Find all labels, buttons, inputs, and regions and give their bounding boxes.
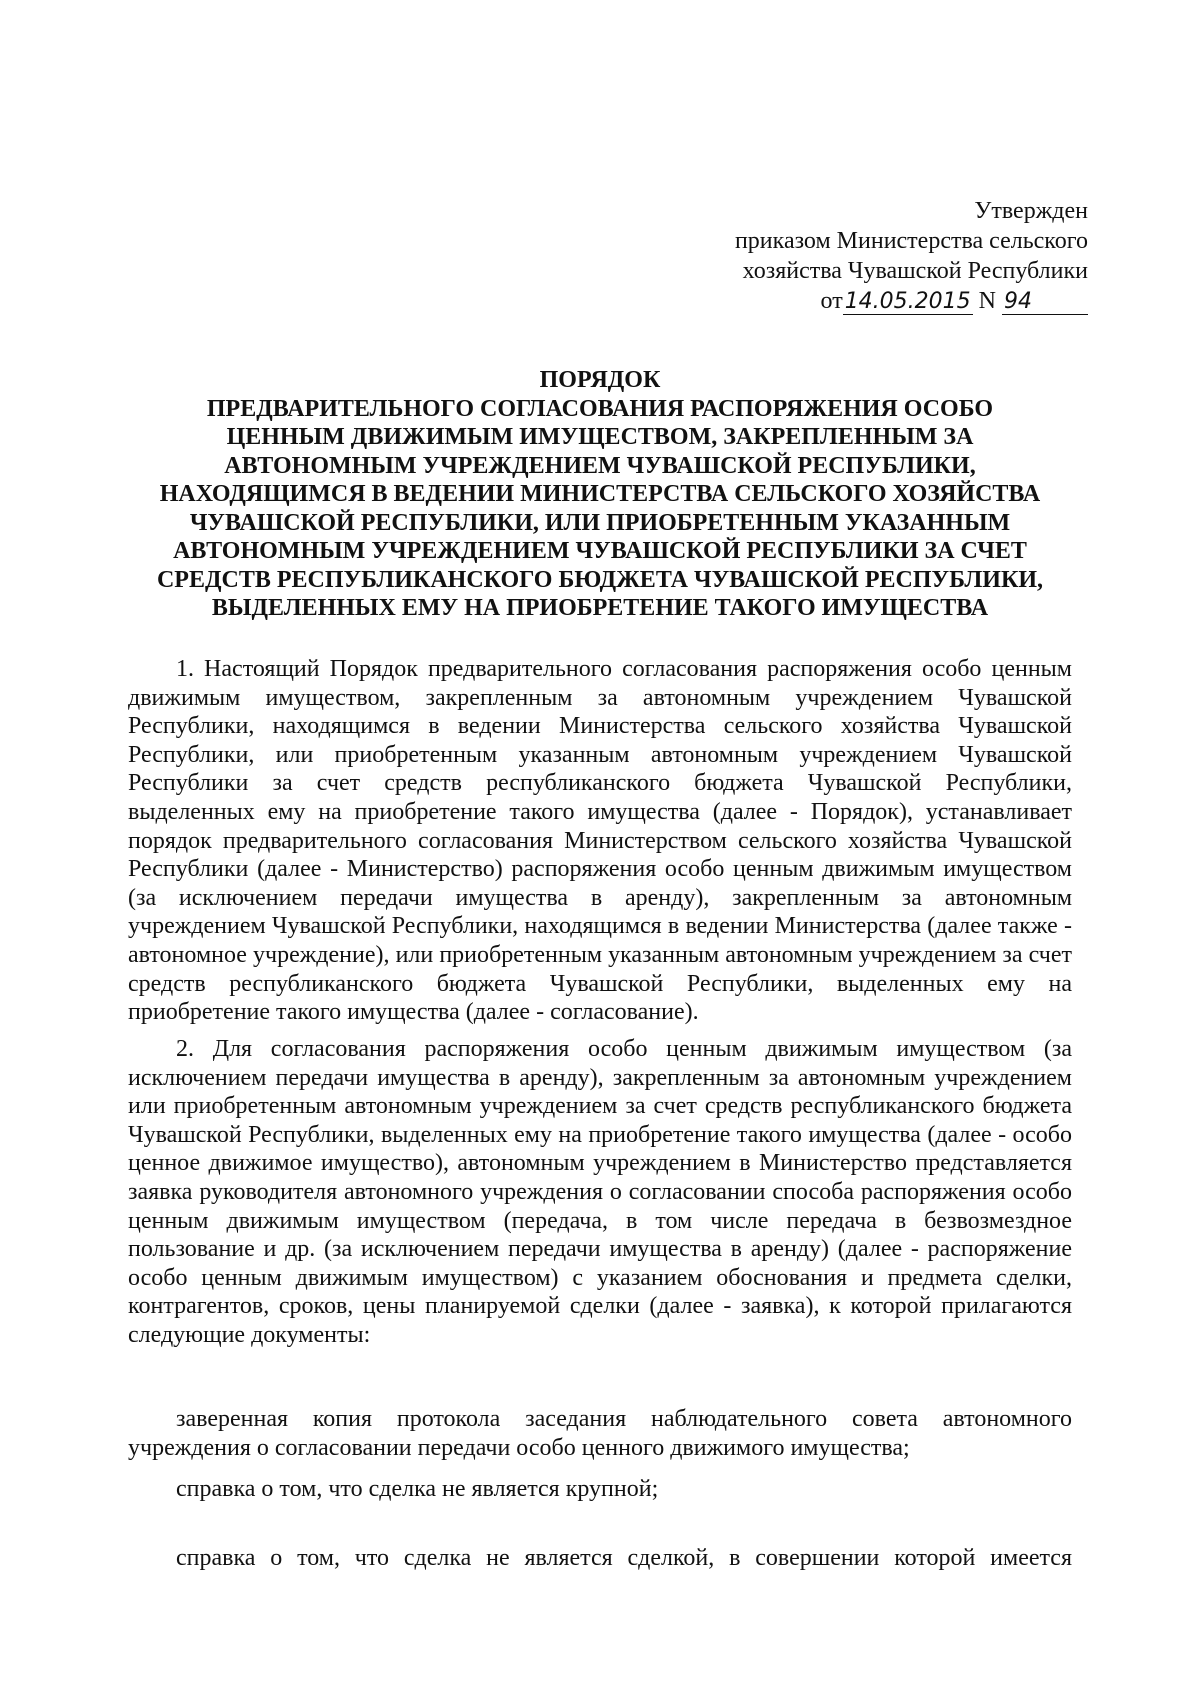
- approval-line-1: Утвержден: [974, 198, 1088, 224]
- list-item-2-block: [128, 1475, 1072, 1504]
- paragraph-2-block: [128, 1035, 1072, 1350]
- list-item-3: справка о том, что сделка не является сделкой, в совершении которой имеется: [176, 1545, 1072, 1571]
- title-line-7: АВТОНОМНЫМ УЧРЕЖДЕНИЕМ ЧУВАШСКОЙ РЕСПУБЛИКИ ЗА СЧЕТ: [173, 538, 1027, 564]
- approval-stamp-block: [735, 196, 1088, 316]
- number-prefix: N: [978, 288, 996, 314]
- paragraph-1-block: [128, 655, 1072, 1027]
- title-line-2: ПРЕДВАРИТЕЛЬНОГО СОГЛАСОВАНИЯ РАСПОРЯЖЕНИЯ ОСОБО: [206, 395, 994, 422]
- approval-date-line: [735, 286, 1088, 316]
- list-item-1: заверенная копия протокола заседания наблюдательного совета автономного учреждения о согласовании передачи особо ценного движимого имущества;: [128, 1406, 1072, 1461]
- title-line-1: ПОРЯДОК: [539, 367, 661, 393]
- handwritten-date: 14.05.2015: [844, 289, 971, 314]
- handwritten-number: 94: [1002, 290, 1088, 315]
- paragraph-2: 2. Для согласования распоряжения особо ценным движимым имуществом (за исключением передачи имущества в аренду), закрепленным за автономным учреждением или приобретенным автономным учреждением за счет средств республиканского бюджета Чувашской Республики, выделенных ему на приобретение такого имущества (далее - особо ценное движимое имущество), автономным учреждением в Министерство представляется заявка руководителя автономного учреждения о согласовании способа распоряжения особо ценным движимым имуществом (передача, в том числе передача в безвозмездное пользование и др. (за исключением передачи имущества в аренду) (далее - распоряжение особо ценным движимым имуществом) с указанием обоснования и предмета сделки, контрагентов, сроков, цены планируемой сделки (далее - заявка), к которой прилагаются следующие документы:: [128, 1036, 1072, 1348]
- title-line-9: ВЫДЕЛЕННЫХ ЕМУ НА ПРИОБРЕТЕНИЕ ТАКОГО ИМУЩЕСТВА: [211, 595, 989, 621]
- title-line-5: НАХОДЯЩИМСЯ В ВЕДЕНИИ МИНИСТЕРСТВА СЕЛЬСКОГО ХОЗЯЙСТВА: [159, 481, 1041, 507]
- date-prefix: от: [820, 288, 843, 314]
- document-title: [130, 366, 1070, 623]
- title-line-8: СРЕДСТВ РЕСПУБЛИКАНСКОГО БЮДЖЕТА ЧУВАШСКОЙ РЕСПУБЛИКИ,: [156, 566, 1044, 593]
- title-line-3: ЦЕННЫМ ДВИЖИМЫМ ИМУЩЕСТВОМ, ЗАКРЕПЛЕННЫМ ЗА: [226, 424, 974, 450]
- list-item-2: справка о том, что сделка не является крупной;: [176, 1476, 659, 1502]
- approval-line-3: хозяйства Чувашской Республики: [742, 258, 1088, 284]
- approval-line-2: приказом Министерства сельского: [734, 228, 1088, 254]
- list-item-1-block: [128, 1405, 1072, 1462]
- title-line-6: ЧУВАШСКОЙ РЕСПУБЛИКИ, ИЛИ ПРИОБРЕТЕННЫМ УКАЗАННЫМ: [189, 509, 1011, 536]
- list-item-3-block: [128, 1544, 1072, 1573]
- paragraph-1: 1. Настоящий Порядок предварительного согласования распоряжения особо ценным движимым имуществом, закрепленным за автономным учреждением Чувашской Республики, находящимся в ведении Министерства сельского хозяйства Чувашской Республики, или приобретенным указанным автономным учреждением Чувашской Республики за счет средств республиканского бюджета Чувашской Республики, выделенных ему на приобретение такого имущества (далее - Порядок), устанавливает порядок предварительного согласования Министерством сельского хозяйства Чувашской Республики (далее - Министерство) распоряжения особо ценным движимым имуществом (за исключением передачи имущества в аренду), закрепленным за автономным учреждением Чувашской Республики, находящимся в ведении Министерства (далее также - автономное учреждение), или приобретенным указанным автономным учреждением за счет средств республиканского бюджета Чувашской Республики, выделенных ему на приобретение такого имущества (далее - согласование).: [128, 656, 1072, 1026]
- title-line-4: АВТОНОМНЫМ УЧРЕЖДЕНИЕМ ЧУВАШСКОЙ РЕСПУБЛИКИ,: [224, 452, 976, 479]
